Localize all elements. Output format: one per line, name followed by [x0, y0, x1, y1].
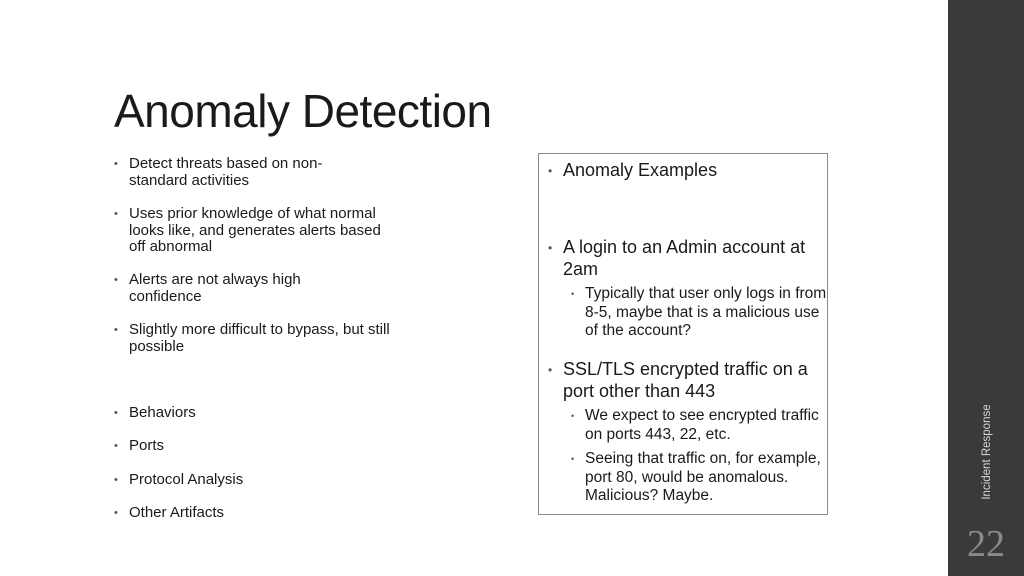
box-subitem-text: We expect to see encrypted traffic on ports 443, 22, etc. — [585, 407, 819, 443]
bullet-text: Alerts are not always high confidence — [129, 271, 301, 305]
list-item — [114, 438, 399, 455]
bullet-icon: • — [548, 363, 553, 377]
slide-title: Anomaly Detection — [114, 85, 492, 137]
bullet-text: Behaviors — [129, 404, 196, 421]
bullet-icon: • — [114, 324, 118, 336]
bullet-text: Detect threats based on non-standard activities — [129, 155, 323, 189]
bullet-text: Uses prior knowledge of what normal looks like, and generates alerts based off abnormal — [129, 205, 381, 255]
box-subitem — [571, 407, 835, 444]
box-item — [548, 236, 833, 280]
list-item — [114, 156, 379, 189]
bullet-icon: • — [114, 474, 118, 486]
box-item-text: A login to an Admin account at 2am — [563, 237, 806, 279]
anomaly-examples-box — [538, 153, 828, 515]
box-heading-item — [548, 159, 833, 181]
bullet-icon: • — [114, 440, 118, 452]
box-item — [548, 358, 833, 402]
bullet-text: Other Artifacts — [129, 504, 225, 521]
bullet-text: Slightly more difficult to bypass, but still possible — [129, 321, 390, 355]
box-subitem-text: Seeing that traffic on, for example, port 80, would be anomalous. Malicious? Maybe. — [585, 450, 821, 504]
list-item — [114, 272, 369, 305]
bullet-text: Ports — [129, 437, 165, 454]
box-subitem-text: Typically that user only logs in from 8-5, maybe that is a malicious use of the account? — [585, 285, 827, 339]
bullet-text: Protocol Analysis — [129, 471, 244, 488]
list-item — [114, 322, 419, 355]
bullet-icon: • — [548, 164, 553, 178]
bullet-icon: • — [571, 411, 575, 421]
list-item — [114, 505, 399, 522]
list-item — [114, 206, 399, 256]
bullet-icon: • — [114, 274, 118, 286]
box-item-text: SSL/TLS encrypted traffic on a port other than 443 — [563, 359, 808, 401]
bullet-icon: • — [114, 158, 118, 170]
bullet-icon: • — [548, 241, 553, 255]
page-number: 22 — [967, 523, 1005, 565]
box-subitem — [571, 285, 835, 341]
bullet-icon: • — [571, 289, 575, 299]
bullet-icon: • — [114, 507, 118, 519]
list-item — [114, 472, 399, 489]
list-item — [114, 405, 399, 422]
box-heading: Anomaly Examples — [563, 160, 718, 180]
bullet-icon: • — [114, 407, 118, 419]
box-subitem — [571, 450, 835, 506]
bullet-icon: • — [571, 454, 575, 464]
bullet-icon: • — [114, 208, 118, 220]
sidebar-label: Incident Response — [981, 404, 993, 500]
